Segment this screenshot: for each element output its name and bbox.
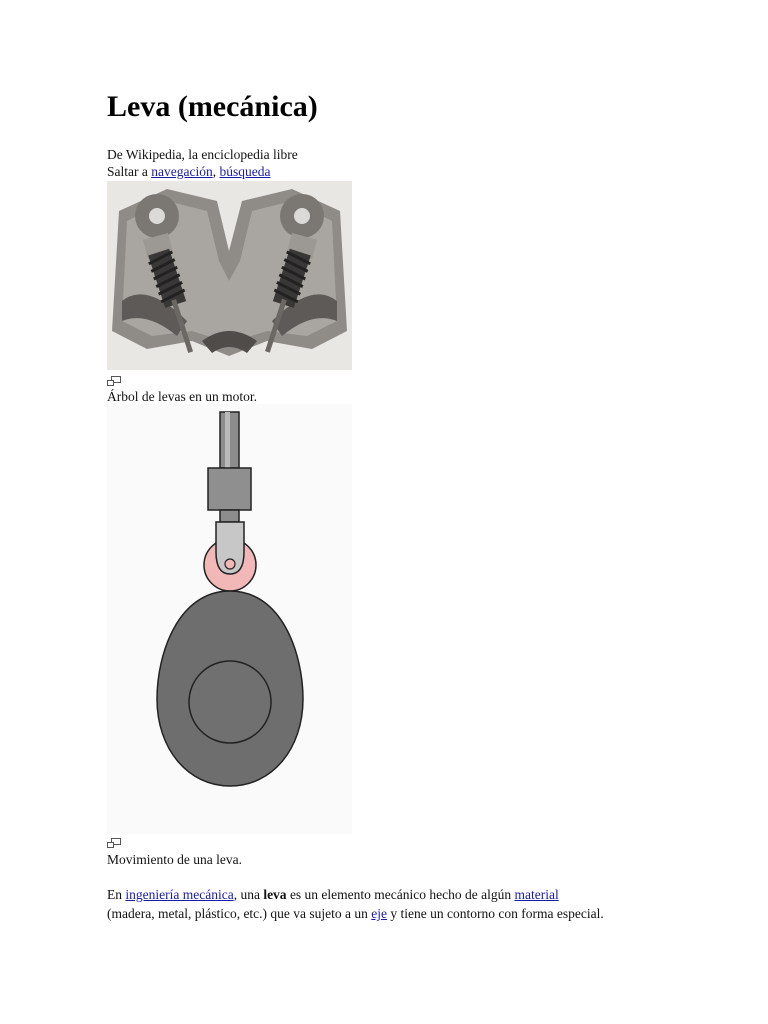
text-run: En bbox=[107, 887, 126, 902]
cam-motion-illustration bbox=[107, 404, 352, 834]
text-run: y tiene un contorno con forma especial. bbox=[387, 906, 604, 921]
eje-link[interactable]: eje bbox=[371, 906, 388, 921]
text-run: (madera, metal, plástico, etc.) que va sujeto a un bbox=[107, 906, 372, 921]
text-run: es un elemento mecánico hecho de algún bbox=[286, 887, 515, 902]
jump-prefix: Saltar a bbox=[107, 164, 152, 179]
material-link[interactable]: material bbox=[514, 887, 559, 902]
ingenieria-mecanica-link[interactable]: ingeniería mecánica bbox=[125, 887, 234, 902]
navigation-link[interactable]: navegación bbox=[151, 164, 213, 179]
text-run: , una bbox=[233, 887, 264, 902]
figure-caption: Árbol de levas en un motor. bbox=[107, 389, 257, 404]
cam-motion-image[interactable] bbox=[107, 404, 352, 834]
intro-paragraph-line-2 bbox=[107, 905, 604, 922]
site-subtitle: De Wikipedia, la enciclopedia libre bbox=[107, 147, 298, 162]
bold-term: leva bbox=[263, 887, 287, 902]
figure-caption: Movimiento de una leva. bbox=[107, 852, 242, 867]
jump-links bbox=[107, 163, 270, 180]
intro-paragraph-line-1 bbox=[107, 886, 559, 903]
jump-separator: , bbox=[212, 164, 220, 179]
page-title: Leva (mecánica) bbox=[107, 90, 318, 123]
magnify-clip-icon[interactable] bbox=[107, 371, 121, 381]
magnify-clip-icon[interactable] bbox=[107, 833, 121, 843]
camshaft-engine-illustration bbox=[107, 181, 352, 370]
search-link[interactable]: búsqueda bbox=[219, 164, 271, 179]
camshaft-engine-image[interactable] bbox=[107, 181, 352, 370]
